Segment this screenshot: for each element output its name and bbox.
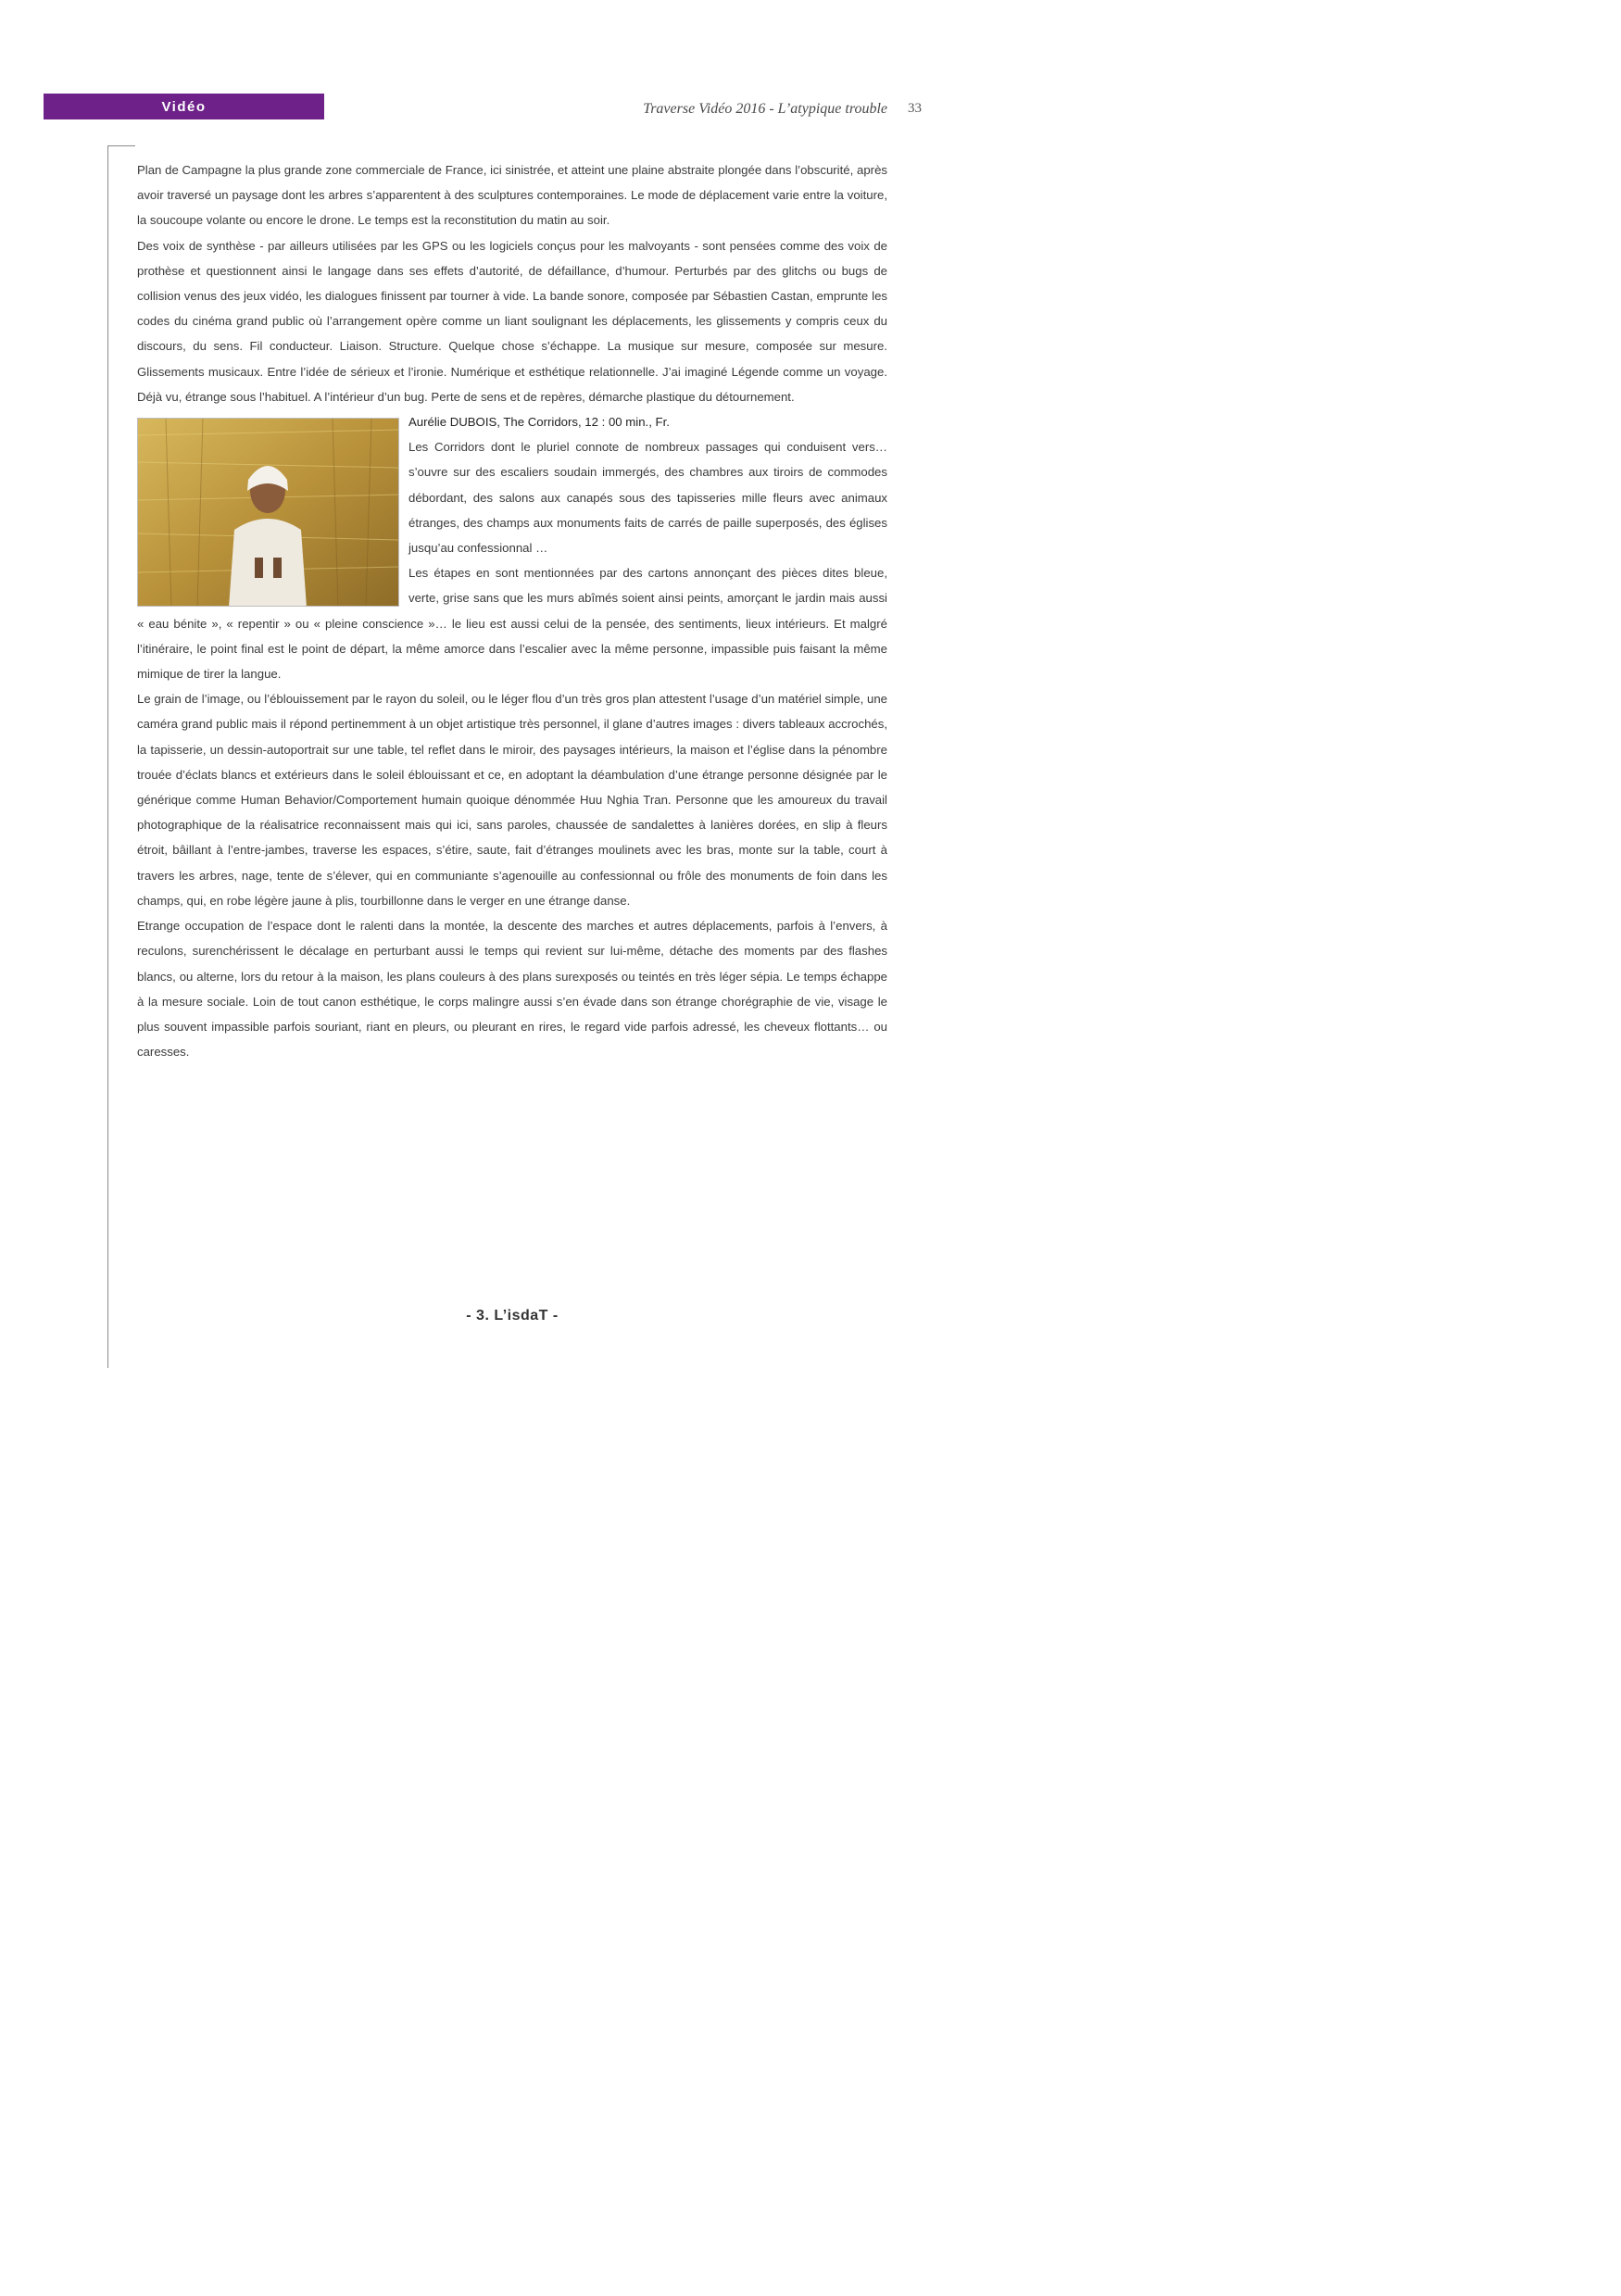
film-still-image <box>137 418 399 607</box>
paragraph: Des voix de synthèse - par ailleurs utilisées par les GPS ou les logiciels conçus pour les malvoyants - sont pensées comme des voix de prothèse et questionnent ainsi le langage dans ses effets d’autorité, de défaillance, d’humour. Perturbés par des glitchs ou bugs de collision venus des jeux vidéo, les dialogues finissent par tourner à vide. La bande sonore, composée par Sébastien Castan, emprunte les codes du cinéma grand public où l’arrangement opère comme un liant soulignant les déplacements, les glissements y compris ceux du discours, du sens. Fil conducteur. Liaison. Structure. Quelque chose s’échappe. La musique sur mesure, composée sur mesure. Glissements musicaux. Entre l’idée de sérieux et l’ironie. Numérique et esthétique relationnelle. J’ai imaginé Légende comme un voyage. Déjà vu, étrange sous l’habituel. A l’intérieur d’un bug. Perte de sens et de repères, démarche plastique du détournement. <box>137 238 887 404</box>
article-body <box>137 157 887 1064</box>
paragraph: Plan de Campagne la plus grande zone commerciale de France, ici sinistrée, et atteint une plaine abstraite plongée dans l’obscurité, après avoir traversé un paysage dont les arbres s’apparentent à des sculptures contemporaines. Le mode de déplacement varie entre la voiture, la soucoupe volante ou encore le drone. Le temps est la reconstitution du matin au soir. <box>137 163 887 228</box>
entry-heading: Aurélie DUBOIS, The Corridors, 12 : 00 min., Fr. <box>408 415 670 430</box>
section-label: Vidéo <box>161 99 207 115</box>
frame-rule-top <box>107 145 135 146</box>
paragraph: Les étapes en sont mentionnées par des cartons annonçant des pièces dites bleue, verte, grise sans que les murs abîmés soient ainsi peints, amorçant le jardin mais aussi « eau bénite », « repentir » ou « pleine conscience »… le lieu est aussi celui de la pensée, des sentiments, lieux intérieurs. Et malgré l’itinéraire, le point final est le point de départ, la même amorce dans l’escalier avec la même personne, impassible puis faisant la même mimique de tirer la langue. <box>137 566 887 682</box>
paragraph: Le grain de l’image, ou l’éblouissement par le rayon du soleil, ou le léger flou d’un très gros plan attestent l’usage d’un matériel simple, une caméra grand public mais il répond pertinemment à un objet artistique très personnel, il glane d’autres images : divers tableaux accrochés, la tapisserie, un dessin-autoportrait sur une table, tel reflet dans le miroir, des paysages intérieurs, la maison et l’église dans la pénombre trouée d’éclats blancs et extérieurs dans le soleil éblouissant et ce, en adoptant la déambulation d’une étrange personne désignée par le générique comme Human Behavior/Comportement humain quoique dénommée Huu Nghia Tran. Personne que les amoureux du travail photographique de la réalisatrice reconnaissent mais qui ici, sans paroles, chaussée de sandalettes à lanières dorées, en slip à fleurs étroit, bâillant à l’entre-jambes, traverse les espaces, s’étire, saute, fait d’étranges moulinets avec les bras, monte sur la table, court à travers les arbres, nage, tente de s’élever, qui en communiante s’agenouille au confessionnal ou frôle des monuments de foin dans les champs, qui, en robe légère jaune à plis, tourbillonne dans le verger en une étrange danse. <box>137 692 887 908</box>
page-number: 33 <box>908 101 922 116</box>
section-header-band <box>44 94 324 119</box>
frame-rule-left <box>107 145 108 1368</box>
footer-credit: - 3. L’isdaT - <box>466 1308 559 1324</box>
paragraph: Etrange occupation de l’espace dont le ralenti dans la montée, la descente des marches et autres déplacements, parfois à l’envers, à reculons, surenchérissent le décalage en perturbant aussi le temps qui revient sur lui-même, détache des moments par des flashes blancs, ou alterne, lors du retour à la maison, les plans couleurs à des plans surexposés ou teintés en très léger sépia. Le temps échappe à la mesure sociale. Loin de tout canon esthétique, le corps malingre aussi s’en évade dans son étrange chorégraphie de vie, visage le plus souvent impassible parfois souriant, riant en pleurs, ou pleurant en rires, le regard vide parfois adressé, les cheveux flottants… ou caresses. <box>137 919 887 1060</box>
running-title: Traverse Vidéo 2016 - L’atypique trouble <box>643 101 887 117</box>
paragraph: Les Corridors dont le pluriel connote de nombreux passages qui conduisent vers… s’ouvre sur des escaliers soudain immergés, des chambres aux tiroirs de commodes débordant, des salons aux canapés sous des tapisseries mille fleurs avec animaux étranges, des champs aux monuments faits de carrés de paille superposés, des églises jusqu’au confessionnal … <box>408 440 887 556</box>
